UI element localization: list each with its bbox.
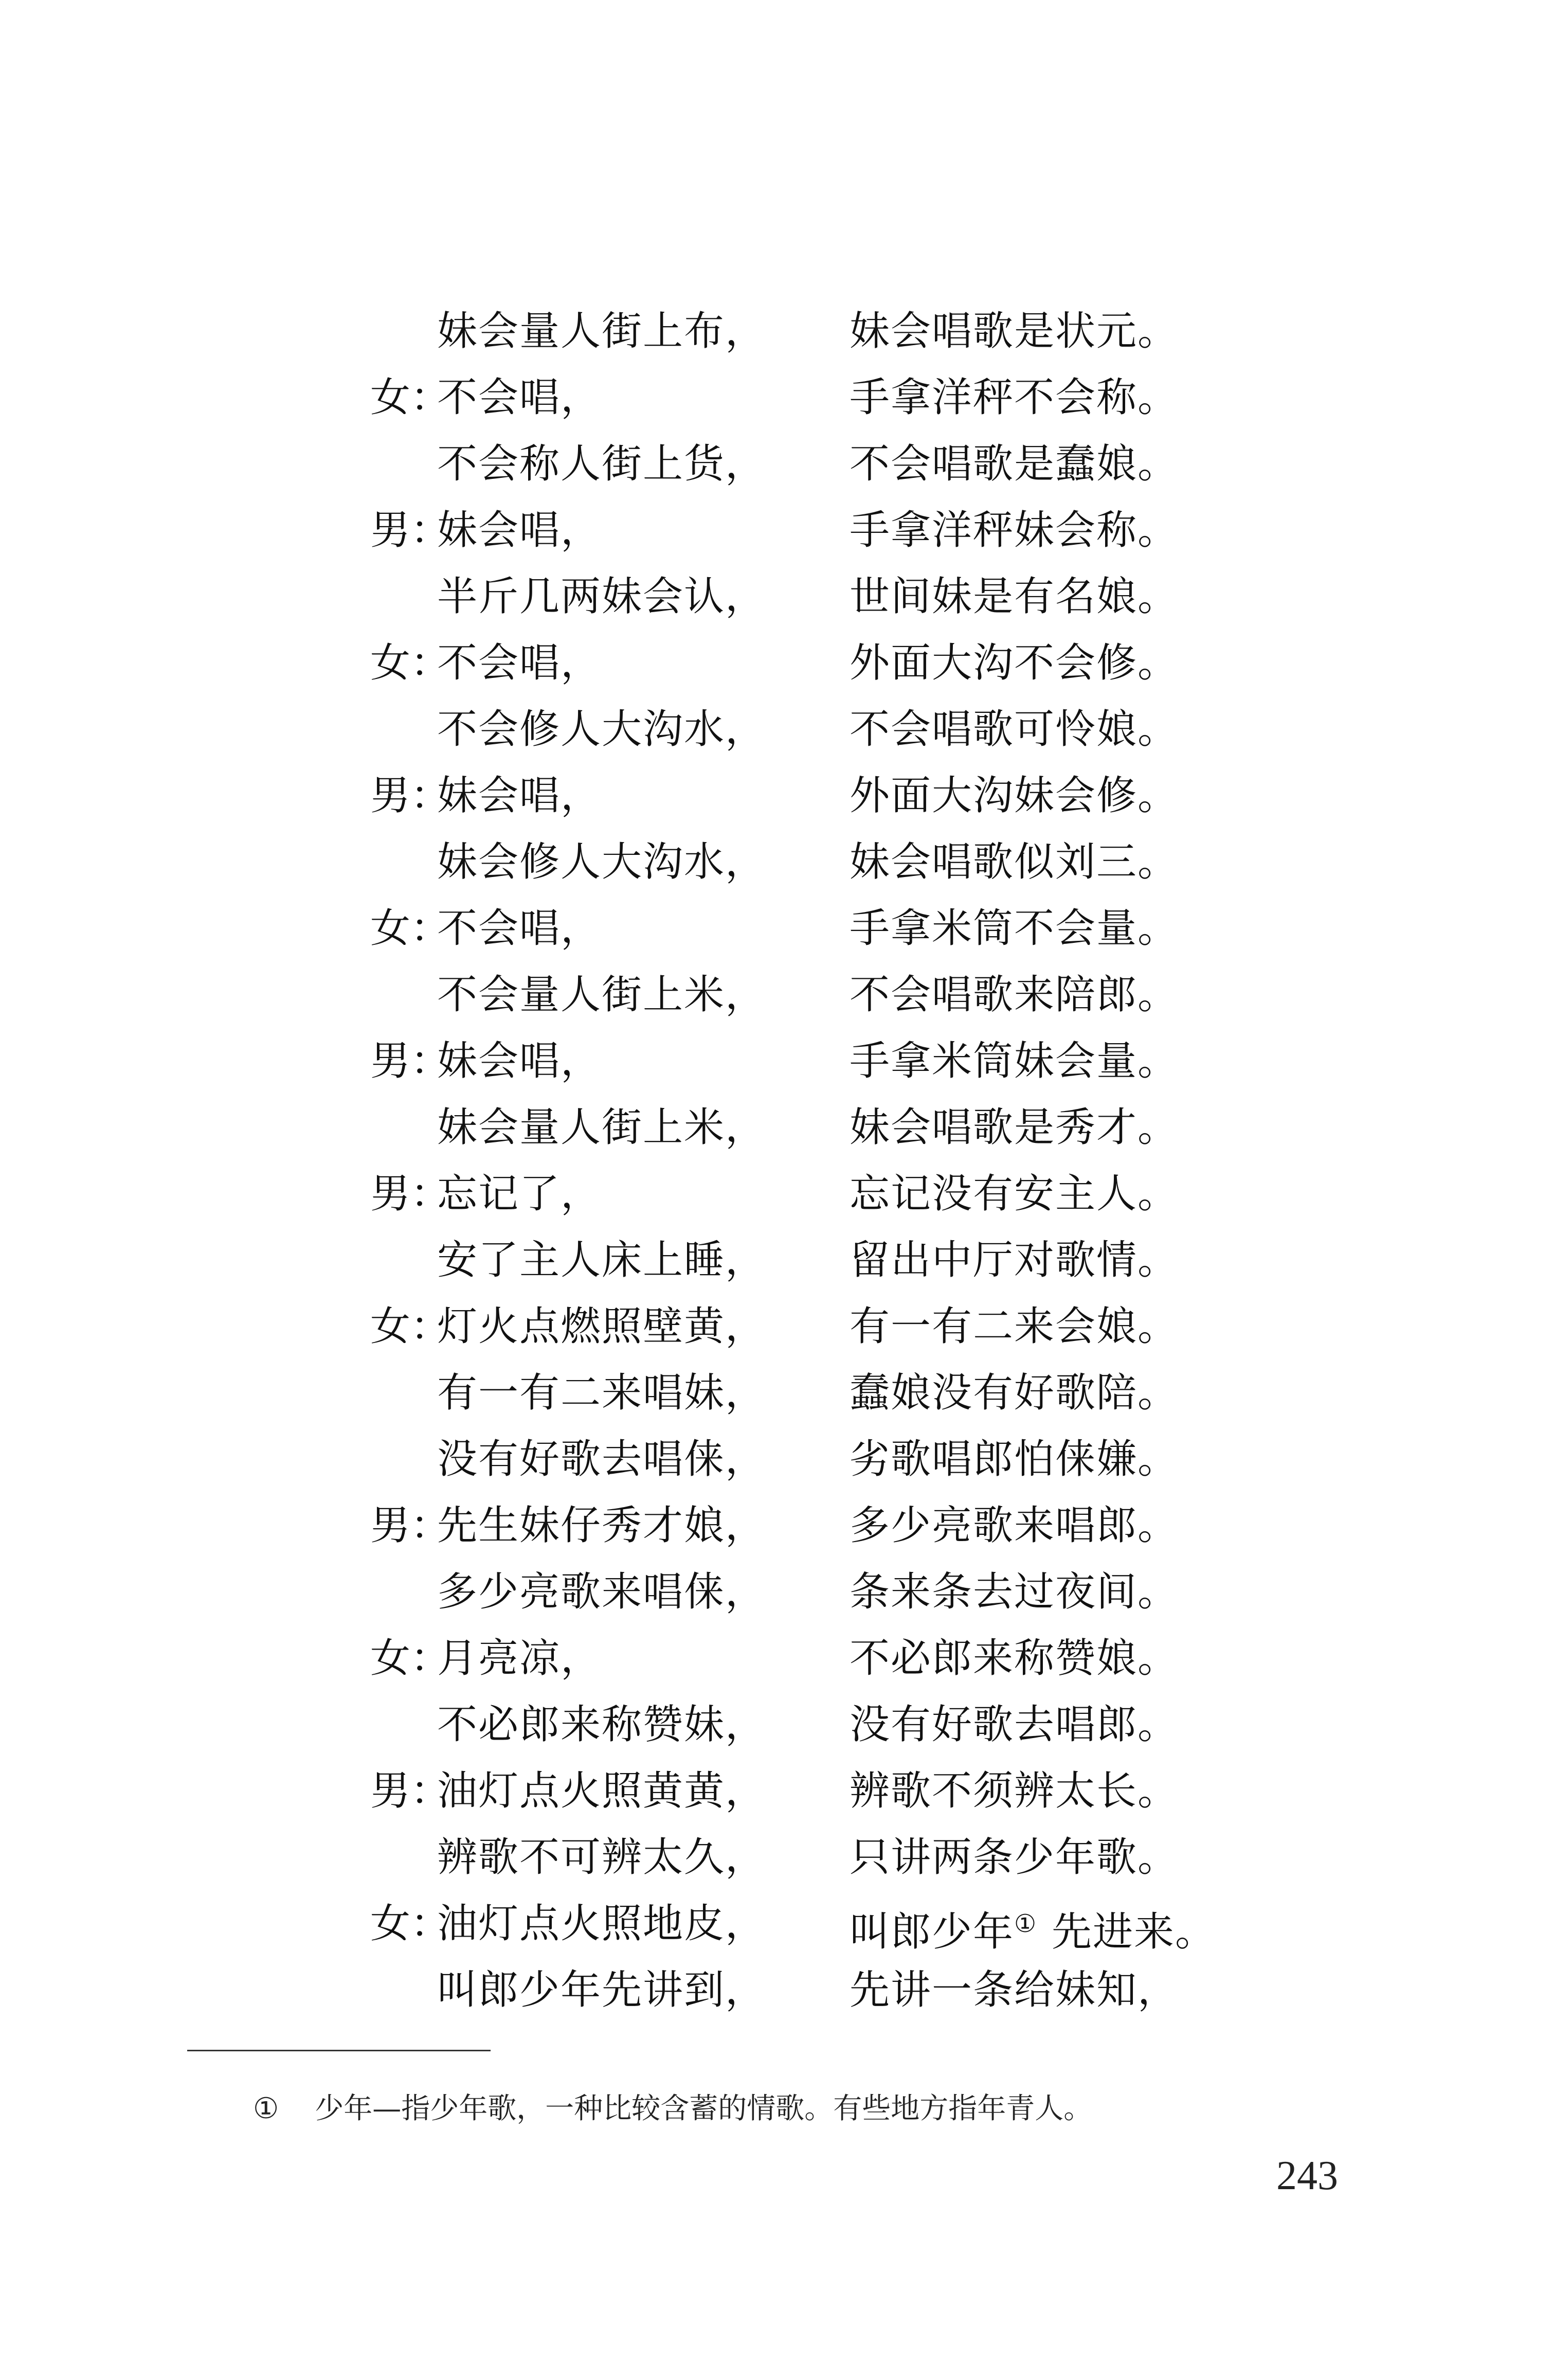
line-first-half: 灯火点燃照壁黄， <box>437 1303 767 1350</box>
poem-line <box>0 836 1553 903</box>
poem-line <box>0 704 1553 770</box>
speaker-label: 男： <box>370 1502 451 1549</box>
page-number: 243 <box>1276 2153 1338 2198</box>
line-first-half: 妹会量人街上布， <box>437 308 767 354</box>
speaker-label: 女： <box>370 1635 451 1681</box>
line-second-half: 辨歌不须辨太长。 <box>850 1768 1179 1814</box>
speaker-label: 男： <box>370 1038 451 1084</box>
line-second-half: 不会唱歌可怜娘。 <box>850 706 1179 753</box>
line-first-half: 忘记了， <box>437 1171 602 1217</box>
line-second-half: 妹会唱歌是秀才。 <box>850 1104 1179 1151</box>
footnote <box>253 2088 1092 2130</box>
line-second-half: 有一有二来会娘。 <box>850 1303 1179 1350</box>
line-first-half: 多少亮歌来唱俫， <box>437 1569 767 1615</box>
poem-line <box>0 1434 1553 1500</box>
speaker-label: 男： <box>370 507 451 553</box>
poem-line <box>0 1035 1553 1102</box>
speaker-label: 男： <box>370 1171 451 1217</box>
poem-line <box>0 1301 1553 1367</box>
line-second-half: 忘记没有安主人。 <box>850 1171 1179 1217</box>
line-first-half: 不会量人街上米， <box>437 972 767 1018</box>
line-second-half: 不会唱歌来陪郎。 <box>850 972 1179 1018</box>
footnote-number: ① <box>253 2092 279 2125</box>
footnote-text: 少年—指少年歌，一种比较含蓄的情歌。有些地方指年青人。 <box>315 2092 1093 2125</box>
line-first-half: 妹会量人街上米， <box>437 1104 767 1151</box>
line-second-half: 没有好歌去唱郎。 <box>850 1702 1179 1748</box>
speaker-label: 女： <box>370 1303 451 1350</box>
footnote-divider <box>187 2050 491 2051</box>
line-first-half: 先生妹仔秀才娘， <box>437 1502 767 1549</box>
poem-line <box>0 438 1553 505</box>
poem-line <box>0 505 1553 571</box>
line-first-half: 不会称人街上货， <box>437 441 767 487</box>
line-second-half-before-note: 叫郎少年 <box>850 1909 1015 1955</box>
poem-line <box>0 637 1553 704</box>
line-first-half: 妹会唱， <box>437 1038 602 1084</box>
speaker-label: 男： <box>370 1768 451 1814</box>
speaker-label: 女： <box>370 374 451 421</box>
line-second-half: 先讲一条给妹知， <box>850 1967 1179 2013</box>
poem-line <box>0 1633 1553 1699</box>
poem-line <box>0 306 1553 372</box>
line-first-half: 安了主人床上睡， <box>437 1237 767 1283</box>
line-first-half: 不会修人大沟水， <box>437 706 767 753</box>
line-first-half: 不会唱， <box>437 905 602 952</box>
line-first-half: 妹会修人大沟水， <box>437 839 767 885</box>
poem-line <box>0 1964 1553 2031</box>
line-second-half: 只讲两条少年歌。 <box>850 1834 1179 1881</box>
poem-body <box>0 306 1553 2031</box>
line-first-half: 不会唱， <box>437 374 602 421</box>
poem-line <box>0 969 1553 1035</box>
line-second-half: 留出中厅对歌情。 <box>850 1237 1179 1283</box>
poem-line <box>0 1168 1553 1234</box>
poem-line <box>0 1832 1553 1898</box>
poem-line <box>0 903 1553 969</box>
poem-line <box>0 1102 1553 1168</box>
line-second-half-after-note: 先进来。 <box>1052 1909 1217 1955</box>
line-first-half: 半斤几两妹会认， <box>437 574 767 620</box>
poem-line <box>0 1234 1553 1301</box>
poem-line <box>0 372 1553 438</box>
line-first-half: 没有好歌去唱俫， <box>437 1436 767 1482</box>
speaker-label: 女： <box>370 640 451 686</box>
line-first-half: 不会唱， <box>437 640 602 686</box>
line-second-half <box>850 1898 1216 1958</box>
poem-line <box>0 1898 1553 1964</box>
line-second-half: 蠢娘没有好歌陪。 <box>850 1370 1179 1416</box>
line-second-half: 手拿米筒妹会量。 <box>850 1038 1179 1084</box>
speaker-label: 女： <box>370 1901 451 1947</box>
line-second-half: 条来条去过夜间。 <box>850 1569 1179 1615</box>
poem-line <box>0 571 1553 637</box>
poem-line <box>0 1500 1553 1566</box>
line-first-half: 有一有二来唱妹， <box>437 1370 767 1416</box>
poem-line <box>0 770 1553 836</box>
line-second-half: 手拿洋秤不会称。 <box>850 374 1179 421</box>
poem-line <box>0 1765 1553 1832</box>
line-second-half: 妹会唱歌是状元。 <box>850 308 1179 354</box>
line-first-half: 月亮凉， <box>437 1635 602 1681</box>
line-second-half: 妹会唱歌似刘三。 <box>850 839 1179 885</box>
line-second-half: 多少亮歌来唱郎。 <box>850 1502 1179 1549</box>
line-first-half: 妹会唱， <box>437 507 602 553</box>
speaker-label: 女： <box>370 905 451 952</box>
line-second-half: 手拿洋秤妹会称。 <box>850 507 1179 553</box>
speaker-label: 男： <box>370 773 451 819</box>
line-first-half: 辨歌不可辨太久， <box>437 1834 767 1881</box>
line-second-half: 外面大沟妹会修。 <box>850 773 1179 819</box>
poem-line <box>0 1699 1553 1765</box>
line-first-half: 油灯点火照黄黄， <box>437 1768 767 1814</box>
line-second-half: 世间妹是有名娘。 <box>850 574 1179 620</box>
footnote-reference-mark: ① <box>1014 1909 1038 1938</box>
line-second-half: 不会唱歌是蠢娘。 <box>850 441 1179 487</box>
line-second-half: 外面大沟不会修。 <box>850 640 1179 686</box>
line-first-half: 油灯点火照地皮， <box>437 1901 767 1947</box>
line-first-half: 叫郎少年先讲到， <box>437 1967 767 2013</box>
line-first-half: 不必郎来称赞妹， <box>437 1702 767 1748</box>
line-first-half: 妹会唱， <box>437 773 602 819</box>
line-second-half: 劣歌唱郎怕俫嫌。 <box>850 1436 1179 1482</box>
poem-line <box>0 1566 1553 1633</box>
line-second-half: 不必郎来称赞娘。 <box>850 1635 1179 1681</box>
poem-line <box>0 1367 1553 1434</box>
line-second-half: 手拿米筒不会量。 <box>850 905 1179 952</box>
